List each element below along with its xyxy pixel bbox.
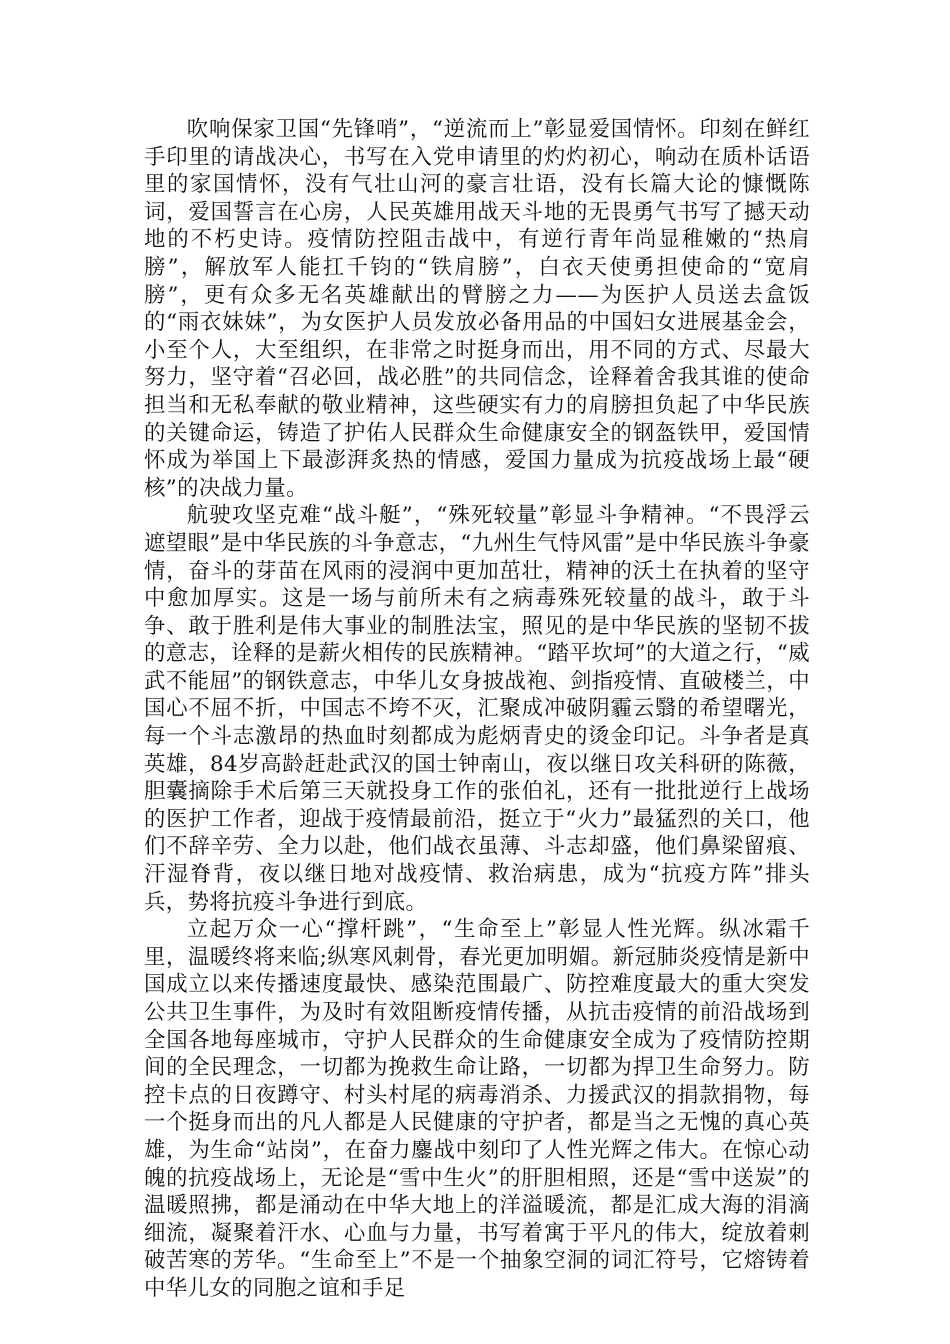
document-body: [144, 116, 810, 1303]
paragraph-patriotism: 吹响保家卫国“先锋哨”，“逆流而上”彰显爱国情怀。印刻在鲜红手印里的请战决心，书写在入党申请里的灼灼初心，响动在质朴话语里的家国情怀，没有气壮山河的豪言壮语，没有长篇大论的慷慨陈词，爱国誓言在心房，人民英雄用战天斗地的无畏勇气书写了撼天动地的不朽史诗。疫情防控阻击战中，有逆行青年尚显稚嫩的“热肩膀”，解放军人能扛千钧的“铁肩膀”，白衣天使勇担使命的“宽肩膀”，更有众多无名英雄献出的臂膀之力——为医护人员送去盒饭的“雨衣妹妹”，为女医护人员发放必备用品的中国妇女进展基金会，小至个人，大至组织，在非常之时挺身而出，用不同的方式、尽最大努力，坚守着“召必回，战必胜”的共同信念，诠释着舍我其谁的使命担当和无私奉献的敬业精神，这些硬实有力的肩膀担负起了中华民族的关键命运，铸造了护佑人民群众生命健康安全的钢盔铁甲，爱国情怀成为举国上下最澎湃炙热的情感，爱国力量成为抗疫战场上最“硬核”的决战力量。: [144, 117, 810, 501]
paragraph-struggle-spirit: 航驶攻坚克难“战斗艇”，“殊死较量”彰显斗争精神。“不畏浮云遮望眼”是中华民族的斗争意志，“九州生气恃风雷”是中华民族斗争豪情，奋斗的芽苗在风雨的浸润中更加茁壮，精神的沃土在执着的坚守中愈加厚实。这是一场与前所未有之病毒殊死较量的战斗，敢于斗争、敢于胜利是伟大事业的制胜法宝，照见的是中华民族的坚韧不拔的意志，诠释的是薪火相传的民族精神。“踏平坎坷”的大道之行，“威武不能屈”的钢铁意志，中华儿女身披战袍、剑指疫情、直破楼兰，中国心不屈不折，中国志不垮不灭，汇聚成冲破阴霾云翳的希望曙光，每一个斗志激昂的热血时刻都成为彪炳青史的烫金印记。斗争者是真英雄，84岁高龄赶赴武汉的国士钟南山，夜以继日攻关科研的陈薇，胆囊摘除手术后第三天就投身工作的张伯礼，还有一批批逆行上战场的医护工作者，迎战于疫情最前沿，挺立于“火力”最猛烈的关口，他们不辞辛劳、全力以赴，他们战衣虽薄、斗志却盛，他们鼻梁留痕、汗湿脊背，夜以继日地对战疫情、救治病患，成为“抗疫方阵”排头兵，势将抗疫斗争进行到底。: [144, 503, 810, 915]
paragraph-life-first: 立起万众一心“撑杆跳”，“生命至上”彰显人性光辉。纵冰霜千里，温暖终将来临;纵寒风刺骨，春光更加明媚。新冠肺炎疫情是新中国成立以来传播速度最快、感染范围最广、防控难度最大的重大突发公共卫生事件，为及时有效阻断疫情传播，从抗击疫情的前沿战场到全国各地每座城市，守护人民群众的生命健康安全成为了疫情防控期间的全民理念，一切都为挽救生命让路，一切都为捍卫生命努力。防控卡点的日夜蹲守、村头村尾的病毒消杀、力援武汉的捐款捐物，每一个挺身而出的凡人都是人民健康的守护者，都是当之无愧的真心英雄，为生命“站岗”，在奋力鏖战中刻印了人性光辉之伟大。在惊心动魄的抗疫战场上，无论是“雪中生火”的肝胆相照，还是“雪中送炭”的温暖照拂，都是涌动在中华大地上的洋溢暖流，都是汇成大海的涓滴细流，凝聚着汗水、心血与力量，书写着寓于平凡的伟大，绽放着刺破苦寒的芳华。“生命至上”不是一个抽象空洞的词汇符号，它熔铸着中华儿女的同胞之谊和手足: [144, 917, 810, 1301]
